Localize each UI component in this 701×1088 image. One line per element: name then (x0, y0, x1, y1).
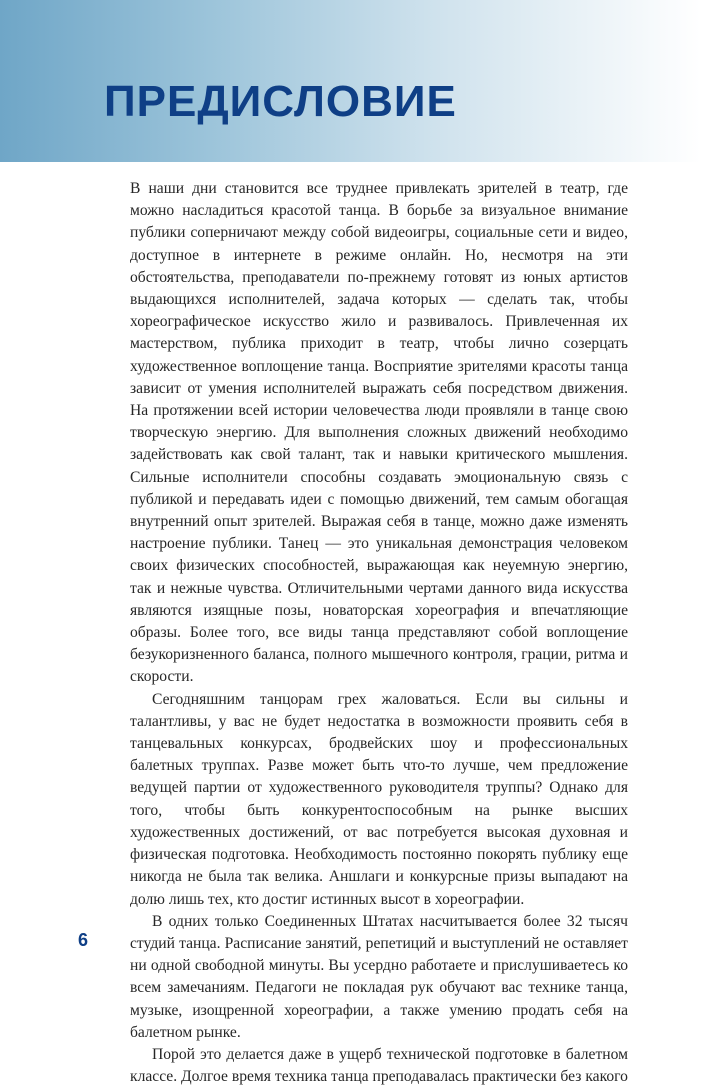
body-text (130, 178, 628, 1088)
page-title: ПРЕДИСЛОВИЕ (104, 77, 457, 126)
page-number: 6 (78, 930, 89, 950)
paragraph: Порой это делается даже в ущерб технической подготовке в балетном классе. Долгое время техника танца преподавалась практически без какого (130, 1045, 628, 1086)
paragraph: В одних только Соединенных Штатах насчитывается более 32 тысяч студий танца. Расписание занятий, репетиций и выступлений не оставляет ни одной свободной минуты. Вы усердно работаете и прислушиваетесь ко всем замечаниям. Педагоги не покладая рук обучают вас технике танца, музыке, изощренной хореографии, а также умению продать себя на балетном рынке. (130, 912, 628, 1041)
paragraph: В наши дни становится все труднее привлекать зрителей в театр, где можно насладиться красотой танца. В борьбе за визуальное внимание публики соперничают между собой видеоигры, социальные сети и видео, доступное в интернете в режиме онлайн. Но, несмотря на эти обстоятельства, преподаватели по-прежнему готовят из юных артистов выдающихся исполнителей, задача которых — сделать так, чтобы хореографическое искусство жило и развивалось. Привлеченная их мастерством, публика приходит в театр, чтобы лично созерцать художественное воплощение танца. Восприятие зрителями красоты танца зависит от умения исполнителей выражать себя посредством движения. На протяжении всей истории человечества люди проявляли в танце свою творческую энергию. Для выполнения сложных движений необходимо задействовать как свой талант, так и навыки критического мышления. Сильные исполнители способны создавать эмоциональную связь с публикой и передавать идеи с помощью движений, тем самым обогащая внутренний опыт зрителей. Выражая себя в танце, можно даже изменять настроение публики. Танец — это уникальная демонстрация человеком своих физических способностей, выражающая как неуемную энергию, так и нежные чувства. Отличительными чертами данного вида искусства являются изящные позы, новаторская хореография и впечатляющие образы. Более того, все виды танца представляют собой воплощение безукоризненного баланса, полного мышечного контроля, грации, ритма и скорости. (130, 180, 628, 686)
paragraph: Сегодняшним танцорам грех жаловаться. Если вы сильны и талантливы, у вас не будет недостатка в возможности проявить себя в танцевальных конкурсах, бродвейских шоу и профессиональных балетных труппах. Разве может быть что-то лучше, чем предложение ведущей партии от художественного руководителя труппы? Однако для того, чтобы быть конкурентоспособным на рынке высших художественных достижений, от вас потребуется высокая духовная и физическая подготовка. Необходимость постоянно покорять публику еще никогда не была так велика. Аншлаги и конкурсные призы выпадают на долю лишь тех, кто достиг истинных высот в хореографии. (130, 690, 628, 908)
